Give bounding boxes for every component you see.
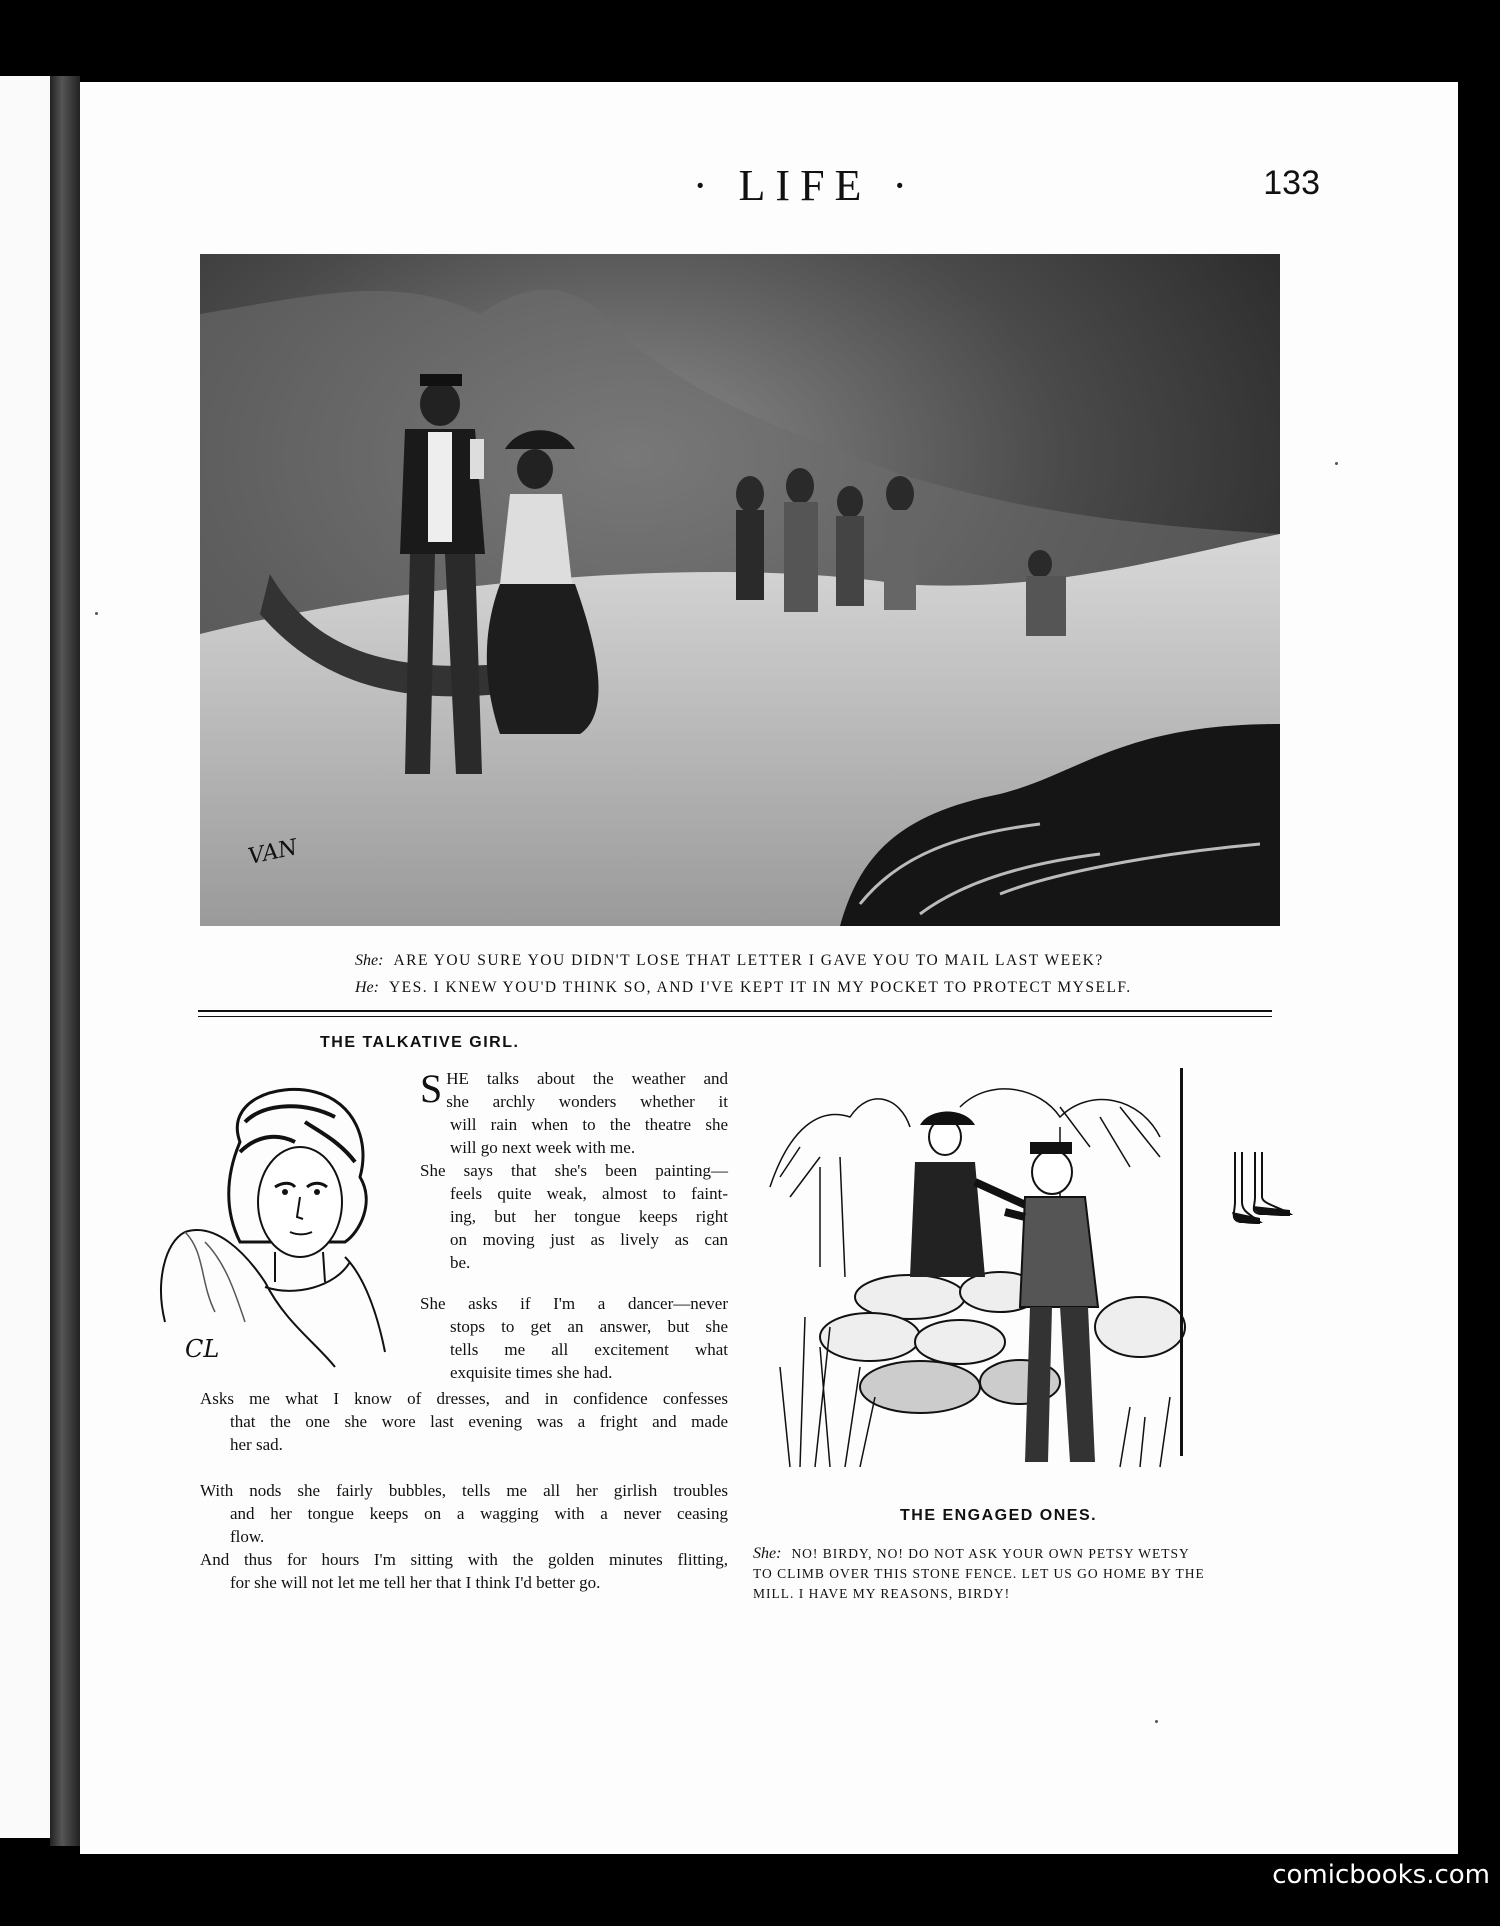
magazine-page (80, 82, 1458, 1854)
print-fleck (95, 612, 98, 615)
poem-line: exquisite times she had. (450, 1363, 613, 1382)
poem-stanza-weather (420, 1067, 728, 1274)
poem-line: and her tongue keeps on a wagging with a never ceasing (230, 1504, 728, 1523)
section-divider (198, 1010, 1272, 1012)
poem-line: tells me all excitement what (450, 1340, 728, 1359)
poem-line: With nods she fairly bubbles, tells me all her girlish troubles (200, 1481, 728, 1500)
drop-cap: S (420, 1066, 443, 1111)
engaged-ones-title: THE ENGAGED ONES. (900, 1507, 1098, 1524)
poem-stanza-dresses (200, 1387, 728, 1594)
poem-line: flow. (230, 1527, 265, 1546)
poem-line: she archly wonders whether it (446, 1092, 728, 1111)
poem-line: her sad. (230, 1435, 283, 1454)
poem-line: on moving just as lively as can (450, 1230, 728, 1249)
engaged-caption (753, 1544, 1283, 1604)
caption-line-he (355, 974, 1235, 1001)
poem-line: will rain when to the theatre she (450, 1115, 728, 1134)
poem-line: She says that she's been painting— (420, 1161, 728, 1180)
poem-stanza-dancer (420, 1292, 728, 1384)
print-fleck (1335, 462, 1338, 465)
engaged-caption-line (753, 1544, 1283, 1564)
engaged-couple-illustration (760, 1067, 1200, 1482)
beach-illustration (200, 254, 1280, 926)
artist-signature: VAN (246, 835, 300, 870)
poem-line: And thus for hours I'm sitting with the golden minutes flitting, (200, 1550, 728, 1569)
speaker-she: She: (753, 1545, 782, 1562)
top-caption (355, 947, 1235, 1001)
poem-line: Asks me what I know of dresses, and in confidence confesses (200, 1389, 728, 1408)
section-divider-thin (198, 1016, 1272, 1017)
poem-line: ing, but her tongue keeps right (450, 1207, 728, 1226)
caption-she-text: ARE YOU SURE YOU DIDN'T LOSE THAT LETTER I GAVE YOU TO MAIL LAST WEEK? (393, 952, 1104, 969)
book-spine (50, 76, 80, 1846)
poem-line: that the one she wore last evening was a fright and made (230, 1412, 728, 1431)
watermark: comicbooks.com (1272, 1860, 1490, 1890)
page-number: 133 (1263, 164, 1320, 202)
engaged-caption-line: TO CLIMB OVER THIS STONE FENCE. LET US GO HOME BY THE (753, 1566, 1205, 1581)
poem-line: will go next week with me. (450, 1138, 636, 1157)
feet-sketch (1220, 1152, 1300, 1242)
poem-line: stops to get an answer, but she (450, 1317, 728, 1336)
caption-line-she (355, 947, 1235, 974)
talkative-girl-title: THE TALKATIVE GIRL. (320, 1034, 520, 1051)
print-fleck (1155, 1720, 1158, 1723)
masthead: · LIFE · (692, 161, 918, 210)
engaged-text: NO! BIRDY, NO! DO NOT ASK YOUR OWN PETSY WETSY (791, 1546, 1190, 1561)
caption-he-text: YES. I KNEW YOU'D THINK SO, AND I'VE KEPT IT IN MY POCKET TO PROTECT MYSELF. (388, 979, 1132, 996)
poem-line: She asks if I'm a dancer—never (420, 1294, 728, 1313)
poem-line: for she will not let me tell her that I think I'd better go. (230, 1573, 601, 1592)
illustration-border (1180, 1068, 1183, 1456)
girl-portrait (145, 1082, 405, 1377)
poem-line: HE talks about the weather and (446, 1069, 728, 1088)
speaker-she: She: (355, 952, 384, 969)
poem-line: feels quite weak, almost to faint- (450, 1184, 728, 1203)
engaged-caption-line: MILL. I HAVE MY REASONS, BIRDY! (753, 1586, 1011, 1601)
poem-line: be. (450, 1253, 471, 1272)
portrait-initials: CL (185, 1335, 220, 1363)
speaker-he: He: (355, 979, 379, 996)
